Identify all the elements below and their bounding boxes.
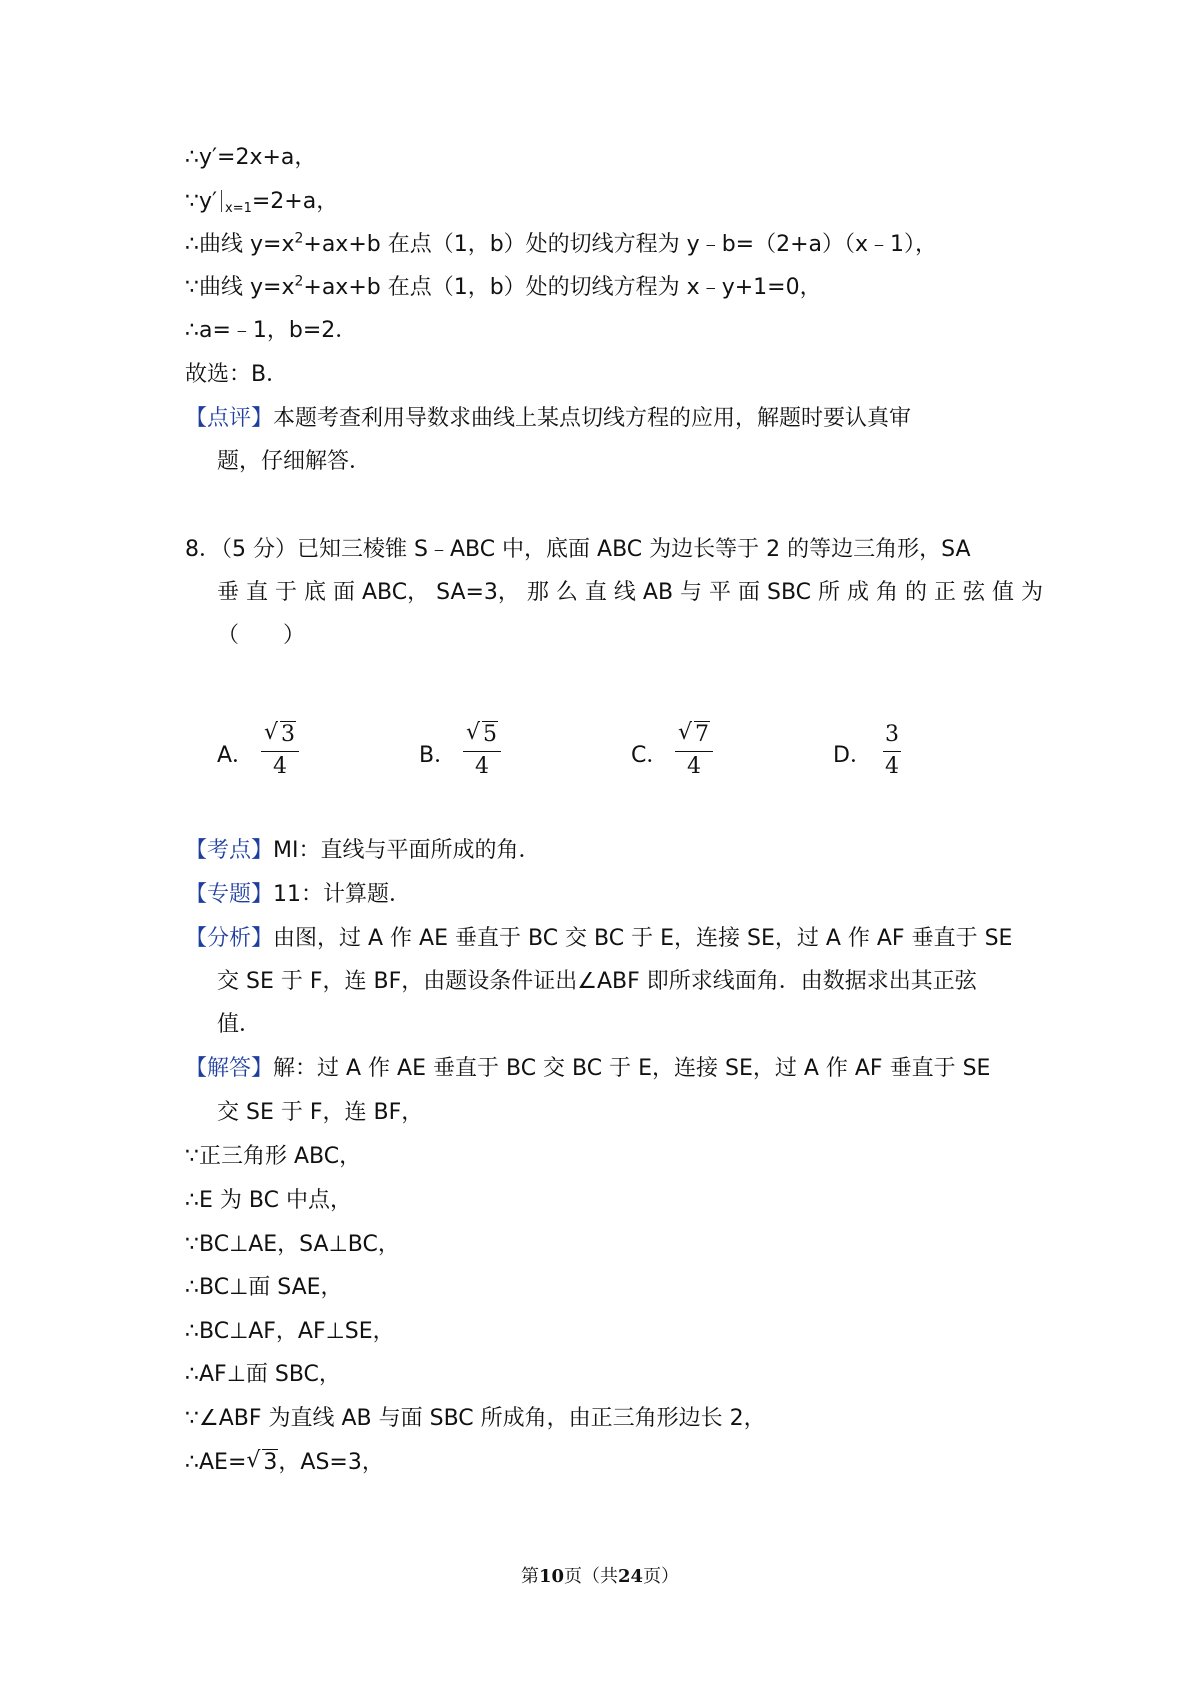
analysis-line-1 xyxy=(185,924,1012,954)
text: ∴曲线 y=x xyxy=(185,232,295,257)
text: ，AS=3， xyxy=(278,1450,384,1475)
question-line-3: （ ） xyxy=(217,623,306,648)
text: ∵y′ xyxy=(185,189,218,214)
step-5: ∴BC⊥AF，AF⊥SE， xyxy=(185,1319,395,1344)
denominator: 4 xyxy=(475,754,489,779)
text: +ax+b 在点（1，b）处的切线方程为 x﹣y+1=0， xyxy=(303,275,822,300)
text: =2+a， xyxy=(251,189,339,214)
evaluation-bar xyxy=(221,190,222,212)
text: MI：直线与平面所成的角． xyxy=(273,838,541,863)
option-a xyxy=(217,722,337,782)
line-tangent-general xyxy=(185,230,937,260)
sqrt-symbol xyxy=(678,722,710,748)
page-footer xyxy=(0,1562,1200,1588)
step-2: ∴E 为 BC 中点， xyxy=(185,1188,352,1213)
analysis-tag: 【分析】 xyxy=(185,926,274,951)
solution-tag: 【解答】 xyxy=(185,1056,274,1081)
solution-line-1 xyxy=(185,1054,990,1084)
fraction xyxy=(457,722,507,782)
line-tangent-given xyxy=(185,273,822,303)
numerator: 3 xyxy=(885,722,899,747)
superscript: 2 xyxy=(294,230,304,247)
page-number: 10 xyxy=(538,1566,564,1587)
footer-text: 第 xyxy=(520,1566,539,1587)
line-derivative: ∴y′=2x+a， xyxy=(185,145,317,170)
numerator: 3 xyxy=(281,722,295,747)
knowledge-point xyxy=(185,836,541,866)
question-line-1: 8．（5 分）已知三棱锥 S﹣ABC 中，底面 ABC 为边长等于 2 的等边三角形，SA xyxy=(185,537,971,562)
sqrt-symbol xyxy=(246,1448,278,1478)
fraction-bar xyxy=(463,751,501,752)
text: 11：计算题． xyxy=(273,882,412,907)
fraction xyxy=(255,722,305,782)
step-6: ∴AF⊥面 SBC， xyxy=(185,1362,341,1387)
question-line-2: 垂 直 于 底 面 ABC， SA=3， 那 么 直 线 AB 与 平 面 SBC 所 成 角 的 正 弦 值 为 xyxy=(217,580,1043,605)
radicand: 3 xyxy=(263,1450,278,1475)
fraction-bar xyxy=(675,751,713,752)
line-derivative-at-1 xyxy=(185,187,338,224)
fraction-bar xyxy=(883,751,901,752)
numerator: 5 xyxy=(483,722,497,747)
step-3: ∵BC⊥AE，SA⊥BC， xyxy=(185,1232,400,1257)
review-line-1 xyxy=(185,404,911,434)
option-d xyxy=(833,722,943,782)
denominator: 4 xyxy=(273,754,287,779)
knowledge-tag: 【考点】 xyxy=(185,838,274,863)
analysis-line-3: 值． xyxy=(217,1012,262,1037)
footer-text: 页） xyxy=(643,1566,680,1587)
option-label: C． xyxy=(631,743,669,768)
step-8 xyxy=(185,1448,384,1478)
step-7: ∵∠ABF 为直线 AB 与面 SBC 所成角，由正三角形边长 2， xyxy=(185,1406,766,1431)
topic-tag: 【专题】 xyxy=(185,882,274,907)
review-line-2: 题，仔细解答． xyxy=(217,449,372,474)
fraction xyxy=(669,722,719,782)
total-pages: 24 xyxy=(618,1566,644,1587)
denominator: 4 xyxy=(687,754,701,779)
text: +ax+b 在点（1，b）处的切线方程为 y﹣b=（2+a）（x﹣1）， xyxy=(303,232,938,257)
text: ∴AE= xyxy=(185,1450,247,1475)
subscript: x=1 xyxy=(225,201,252,216)
review-tag: 【点评】 xyxy=(185,406,274,431)
line-result: ∴a=﹣1，b=2． xyxy=(185,318,358,343)
text: 由图，过 A 作 AE 垂直于 BC 交 BC 于 E，连接 SE，过 A 作 AF 垂直于 SE xyxy=(273,926,1013,951)
option-b xyxy=(419,722,539,782)
superscript: 2 xyxy=(294,273,304,290)
fraction xyxy=(867,722,917,782)
numerator: 7 xyxy=(695,722,709,747)
denominator: 4 xyxy=(885,754,899,779)
step-1: ∵正三角形 ABC， xyxy=(185,1144,362,1169)
footer-text: 页（共 xyxy=(564,1566,618,1587)
text: 解：过 A 作 AE 垂直于 BC 交 BC 于 E，连接 SE，过 A 作 AF 垂直于 SE xyxy=(273,1056,991,1081)
option-label: A． xyxy=(217,743,255,768)
text: 本题考查利用导数求曲线上某点切线方程的应用，解题时要认真审 xyxy=(273,406,912,431)
step-4: ∴BC⊥面 SAE， xyxy=(185,1275,343,1300)
option-label: D． xyxy=(833,743,872,768)
analysis-line-2: 交 SE 于 F，连 BF，由题设条件证出∠ABF 即所求线面角．由数据求出其正弦 xyxy=(217,969,977,994)
option-c xyxy=(631,722,751,782)
option-label: B． xyxy=(419,743,457,768)
text: ∵曲线 y=x xyxy=(185,275,295,300)
sqrt-symbol xyxy=(466,722,498,748)
sqrt-symbol xyxy=(264,722,296,748)
topic xyxy=(185,880,411,910)
line-choice: 故选：B． xyxy=(185,362,289,387)
solution-line-2: 交 SE 于 F，连 BF， xyxy=(217,1100,424,1125)
fraction-bar xyxy=(261,751,299,752)
